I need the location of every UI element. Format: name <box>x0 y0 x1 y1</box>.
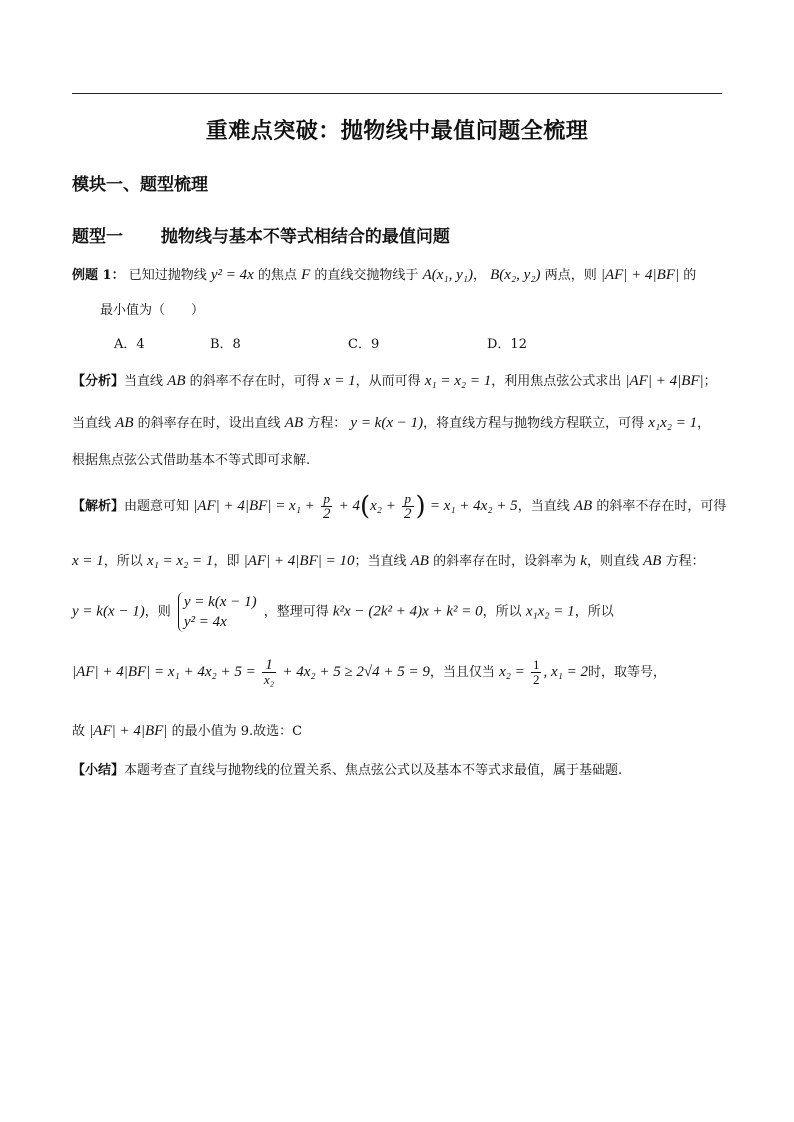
example-stem-line1 <box>72 266 696 285</box>
line-ab: AB <box>167 373 186 389</box>
fraction-one-half <box>531 658 542 687</box>
solution-text: ，所以 <box>103 554 143 569</box>
line-ab: AB <box>573 498 593 514</box>
solution-text: ，当直线 <box>517 499 570 514</box>
example-text: 的 <box>683 268 697 283</box>
target-expression: |AF| + 4|BF| <box>625 373 704 389</box>
math-expr: x₁ = x₂ = 1 <box>424 373 492 389</box>
target-expression: |AF| + 4|BF| <box>600 267 680 283</box>
paren-right: ) <box>415 491 426 522</box>
solution-text: ，则 <box>144 604 171 620</box>
solution-text: 的斜率存在时，设斜率为 <box>433 554 577 569</box>
page-title: 重难点突破：抛物线中最值问题全梳理 <box>205 119 589 144</box>
separator: ， <box>472 268 486 283</box>
solution-line2 <box>72 552 705 571</box>
math-expr: = x₁ + 4x₂ + 5 <box>429 498 518 514</box>
math-expr: y = k(x − 1) <box>72 603 145 620</box>
type-heading <box>72 222 450 247</box>
math-expr: |AF| + 4|BF| = x₁ + 4x₂ + 5 = <box>72 664 256 680</box>
system-eq-1: y = k(x − 1) <box>183 594 257 610</box>
example-text: 已知过抛物线 <box>128 268 207 283</box>
focus-label: F <box>301 267 311 283</box>
option-d: D．12 <box>487 337 527 352</box>
type-heading-number: 题型一 <box>72 227 123 247</box>
example-stem-line2: 最小值为（ ） <box>100 303 205 318</box>
line-ab: AB <box>115 415 134 431</box>
math-expr: x₂ + <box>370 498 396 514</box>
solution-line4 <box>72 658 666 687</box>
analysis-text: ， <box>697 416 711 431</box>
analysis-line1 <box>72 372 717 391</box>
summary-text: 本题考查了直线与抛物线的位置关系、焦点弦公式以及基本不等式求最值，属于基础题. <box>124 763 623 778</box>
fraction-denominator: 2 <box>532 672 540 687</box>
solution-text: ，则直线 <box>586 554 639 569</box>
fraction-denominator: 2 <box>322 506 331 522</box>
math-expr: x₁x₂ = 1 <box>648 415 698 431</box>
math-expr: + 4x₂ + 5 ≥ 2√4 + 5 = 9 <box>282 664 430 680</box>
solution-text: ，所以 <box>482 604 522 620</box>
fraction-p-over-2 <box>321 492 333 521</box>
line-ab: AB <box>284 415 304 431</box>
option-a: A．4 <box>114 337 145 352</box>
solution-answer: 的最小值为 9.故选：C <box>171 724 303 739</box>
analysis-line3: 根据焦点弦公式借助基本不等式即可求解. <box>72 453 311 468</box>
math-expr: x₁ = x₂ = 1 <box>146 553 214 569</box>
module-heading: 模块一、题型梳理 <box>72 175 208 195</box>
analysis-text: ，从而可得 <box>355 374 421 389</box>
math-expr: |AF| + 4|BF| = 10 <box>243 553 355 569</box>
fraction-denominator: 2 <box>404 506 412 522</box>
analysis-tag: 【分析】 <box>72 374 125 389</box>
option-c: C．9 <box>348 337 380 352</box>
math-expr: x = 1 <box>72 553 104 569</box>
fraction-numerator: p <box>321 492 333 507</box>
solution-text: ，整理可得 <box>263 604 329 620</box>
math-expr: k <box>580 553 587 569</box>
point-a: A(x₁, y₁) <box>422 267 473 283</box>
math-expr: |AF| + 4|BF| = x₁ + <box>193 498 315 514</box>
target-expression: |AF| + 4|BF| <box>89 723 168 739</box>
equation-system <box>178 592 257 632</box>
line-ab: AB <box>410 553 429 569</box>
parabola-equation: y² = 4x <box>210 267 254 283</box>
solution-text: ；当直线 <box>354 554 407 569</box>
math-expr: k²x − (2k² + 4)x + k² = 0 <box>332 603 483 620</box>
paren-left: ( <box>359 491 371 522</box>
analysis-text: 方程： <box>307 416 347 431</box>
solution-text: ，即 <box>213 554 240 569</box>
solution-tag: 【解析】 <box>72 499 125 514</box>
solution-text: ，所以 <box>574 604 614 620</box>
top-rule <box>72 93 722 94</box>
example-label: 例题 1： <box>72 268 125 283</box>
option-b: B．8 <box>210 337 241 352</box>
solution-text: ，当且仅当 <box>429 665 495 680</box>
math-expr: , x₁ = 2 <box>543 664 588 680</box>
math-expr: x = 1 <box>323 373 356 389</box>
line-ab: AB <box>643 553 662 569</box>
math-expr: y = k(x − 1) <box>350 415 424 431</box>
fraction-numerator: 1 <box>262 658 276 673</box>
analysis-text: 当直线 <box>124 374 164 389</box>
solution-line3 <box>72 592 614 632</box>
analysis-text: 当直线 <box>72 416 112 431</box>
fraction-p-over-2 <box>402 492 414 521</box>
solution-line1 <box>72 492 726 521</box>
analysis-text: ，利用焦点弦公式求出 <box>491 374 622 389</box>
solution-text: 时，取等号， <box>587 665 666 680</box>
summary-line <box>72 762 622 780</box>
type-heading-text: 抛物线与基本不等式相结合的最值问题 <box>160 227 450 247</box>
fraction-1-over-x2 <box>262 658 276 687</box>
math-expr: x₂ = <box>499 664 525 680</box>
fraction-numerator: 1 <box>532 657 540 672</box>
analysis-text: ； <box>703 374 717 389</box>
example-text: 的焦点 <box>257 268 297 283</box>
fraction-denominator: x₂ <box>263 672 275 687</box>
example-text: 两点，则 <box>544 268 597 283</box>
example-text: 的直线交抛物线于 <box>314 268 419 283</box>
math-expr: x₁x₂ = 1 <box>525 603 575 620</box>
solution-text: 由题意可知 <box>124 499 190 514</box>
solution-line5 <box>72 722 302 741</box>
system-eq-2: y² = 4x <box>183 614 227 630</box>
analysis-text: 的斜率不存在时，可得 <box>189 374 320 389</box>
point-b: B(x₂, y₂) <box>490 267 541 283</box>
solution-text: 方程： <box>665 554 705 569</box>
analysis-text: 的斜率存在时，设出直线 <box>137 416 281 431</box>
solution-text: 故 <box>72 724 86 739</box>
math-expr: + 4 <box>338 498 360 514</box>
summary-tag: 【小结】 <box>72 763 125 778</box>
fraction-numerator: p <box>402 492 414 507</box>
analysis-line2 <box>72 414 710 433</box>
analysis-text: ，将直线方程与抛物线方程联立，可得 <box>423 416 645 431</box>
solution-text: 的斜率不存在时，可得 <box>596 499 727 514</box>
